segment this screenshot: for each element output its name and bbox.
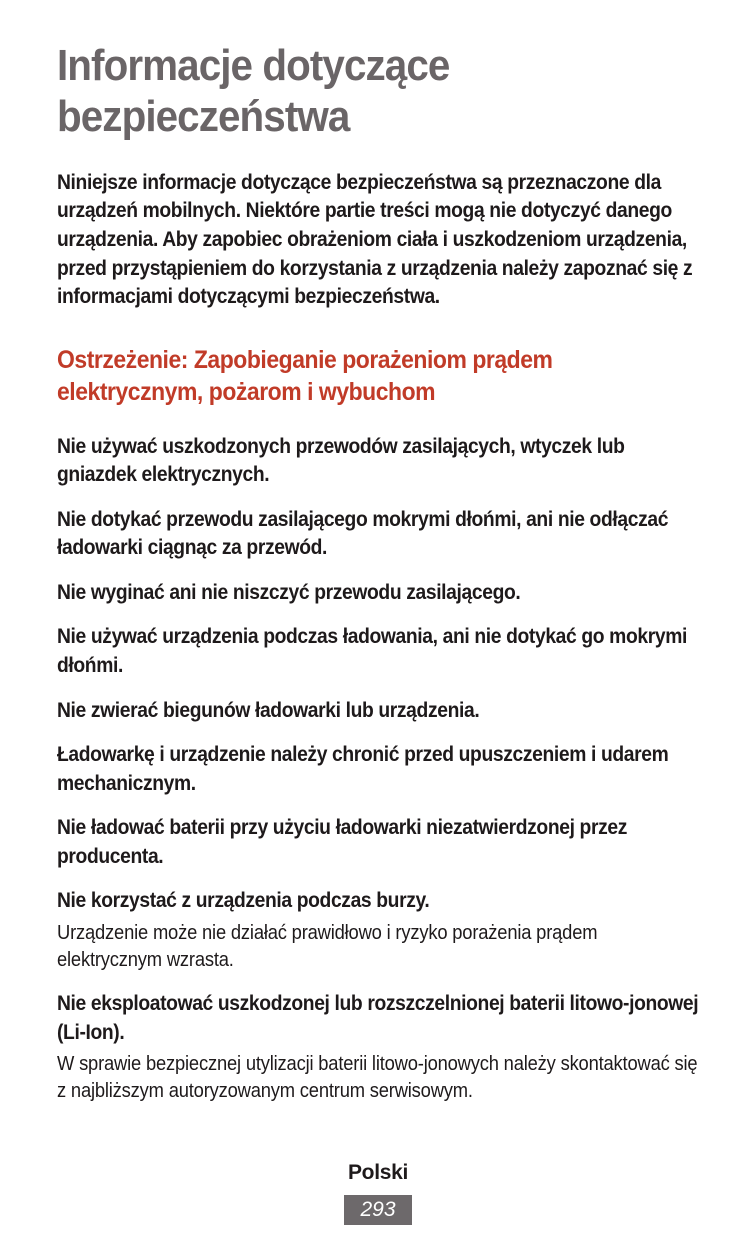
warning-item xyxy=(57,990,700,1105)
warning-item xyxy=(57,697,700,726)
warning-item xyxy=(57,623,700,680)
warning-bold-text: Nie eksploatować uszkodzonej lub rozszczelnionej baterii litowo-jonowej (Li-Ion). xyxy=(57,992,699,1044)
warning-bold-text: Nie ładować baterii przy użyciu ładowarki niezatwierdzonej przez producenta. xyxy=(57,816,628,868)
warning-bold-text: Nie korzystać z urządzenia podczas burzy. xyxy=(57,889,430,913)
warning-bold-text: Nie wyginać ani nie niszczyć przewodu zasilającego. xyxy=(57,580,521,604)
warning-bold-text: Nie zwierać biegunów ładowarki lub urządzenia. xyxy=(57,698,480,722)
warning-bold-text: Ładowarkę i urządzenie należy chronić przed upuszczeniem i udarem mechanicznym. xyxy=(57,743,669,795)
warning-item xyxy=(57,814,700,871)
page-number-badge: 293 xyxy=(344,1195,411,1225)
warning-item xyxy=(57,506,700,563)
warning-bold-text: Nie dotykać przewodu zasilającego mokrymi dłońmi, ani nie odłączać ładowarki ciągnąc za przewód. xyxy=(57,507,669,560)
document-content xyxy=(57,40,700,1122)
intro-paragraph: Niniejsze informacje dotyczące bezpieczeństwa są przeznaczone dla urządzeń mobilnych. Niektóre partie treści mogą nie dotyczyć danego urządzenia. Aby zapobiec obrażeniom ciała i uszkodzeniom urządzenia, przed przystąpieniem do korzystania z urządzenia należy zapoznać się z informacjami dotyczącymi bezpieczeństwa. xyxy=(57,170,693,309)
warning-detail-text: W sprawie bezpiecznej utylizacji baterii litowo-jonowych należy skontaktować się z najbliższym autoryzowanym centrum serwisowym. xyxy=(57,1053,698,1103)
warning-detail-text: Urządzenie może nie działać prawidłowo i ryzyko porażenia prądem elektrycznym wzrasta. xyxy=(57,921,598,971)
warning-item xyxy=(57,579,700,608)
warning-item xyxy=(57,433,700,490)
footer-language-label: Polski xyxy=(347,1160,409,1184)
warning-section-heading: Ostrzeżenie: Zapobieganie porażeniom prądem elektrycznym, pożarom i wybuchom xyxy=(57,345,553,407)
page-title: Informacje dotyczące bezpieczeństwa xyxy=(57,41,450,142)
warning-item xyxy=(57,887,700,974)
warning-bold-text: Nie używać uszkodzonych przewodów zasilających, wtyczek lub gniazdek elektrycznych. xyxy=(57,434,625,487)
page-footer xyxy=(0,1161,756,1241)
warning-bold-text: Nie używać urządzenia podczas ładowania, ani nie dotykać go mokrymi dłońmi. xyxy=(57,625,687,677)
warning-item xyxy=(57,741,700,798)
